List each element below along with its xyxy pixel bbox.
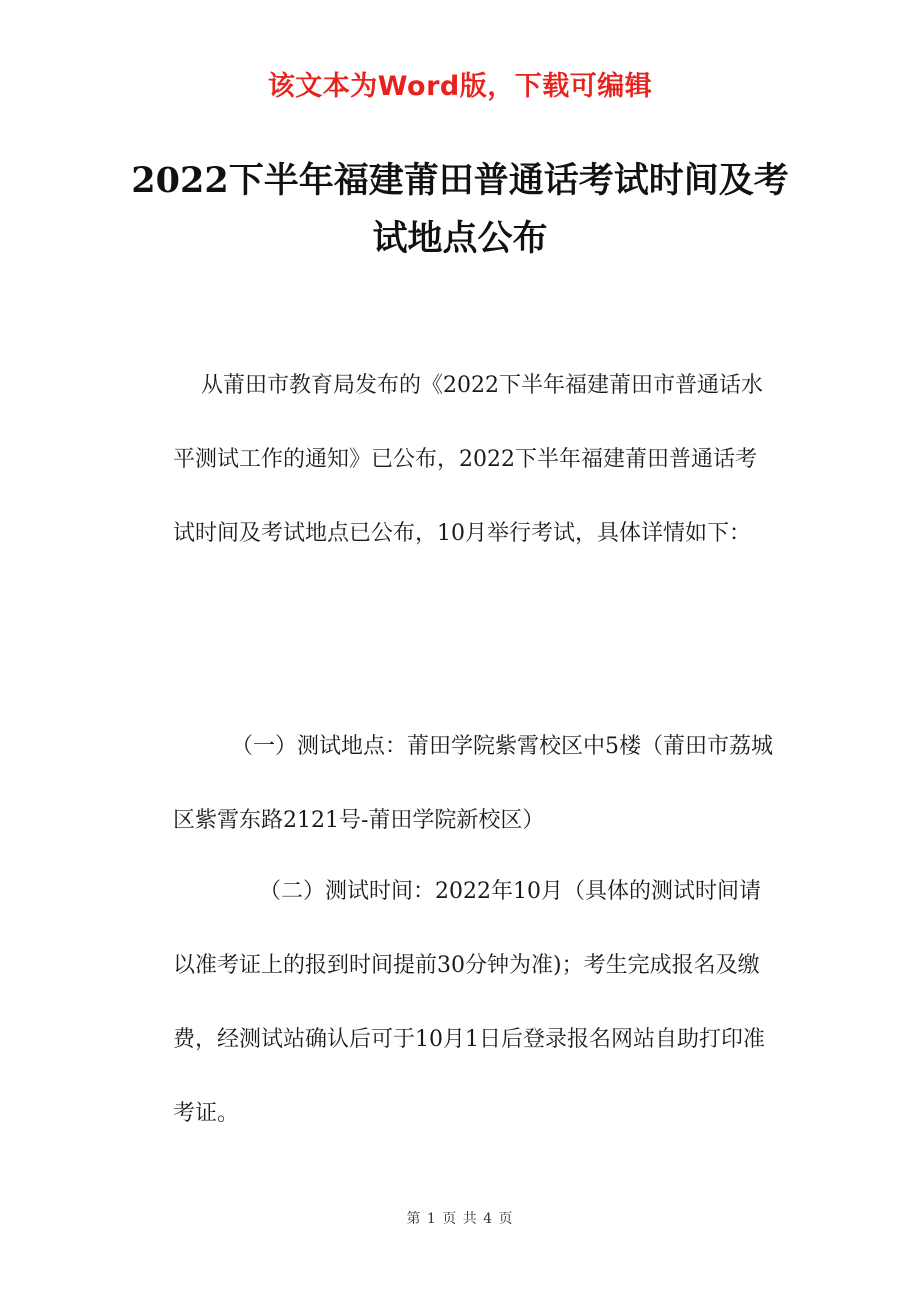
test-time-paragraph: （二）测试时间：2022年10月（具体的测试时间请以准考证上的报到时间提前30分钟为准)；考生完成报名及缴费，经测试站确认后可于10月1日后登录报名网站自助打印准考证。 xyxy=(173,879,765,1126)
intro-paragraph: 从莆田市教育局发布的《2022下半年福建莆田市普通话水平测试工作的通知》已公布，2022下半年福建莆田普通话考试时间及考试地点已公布，10月举行考试，具体详情如下： xyxy=(173,373,763,546)
page-number-footer: 第 1 页 共 4 页 xyxy=(406,1211,514,1227)
word-version-banner: 该文本为Word版，下载可编辑 xyxy=(267,71,653,102)
document-title: 2022下半年福建莆田普通话考试时间及考试地点公布 xyxy=(131,160,789,259)
test-location-paragraph: （一）测试地点：莆田学院紫霄校区中5楼（莆田市荔城区紫霄东路2121号-莆田学院新校区） xyxy=(173,734,773,833)
